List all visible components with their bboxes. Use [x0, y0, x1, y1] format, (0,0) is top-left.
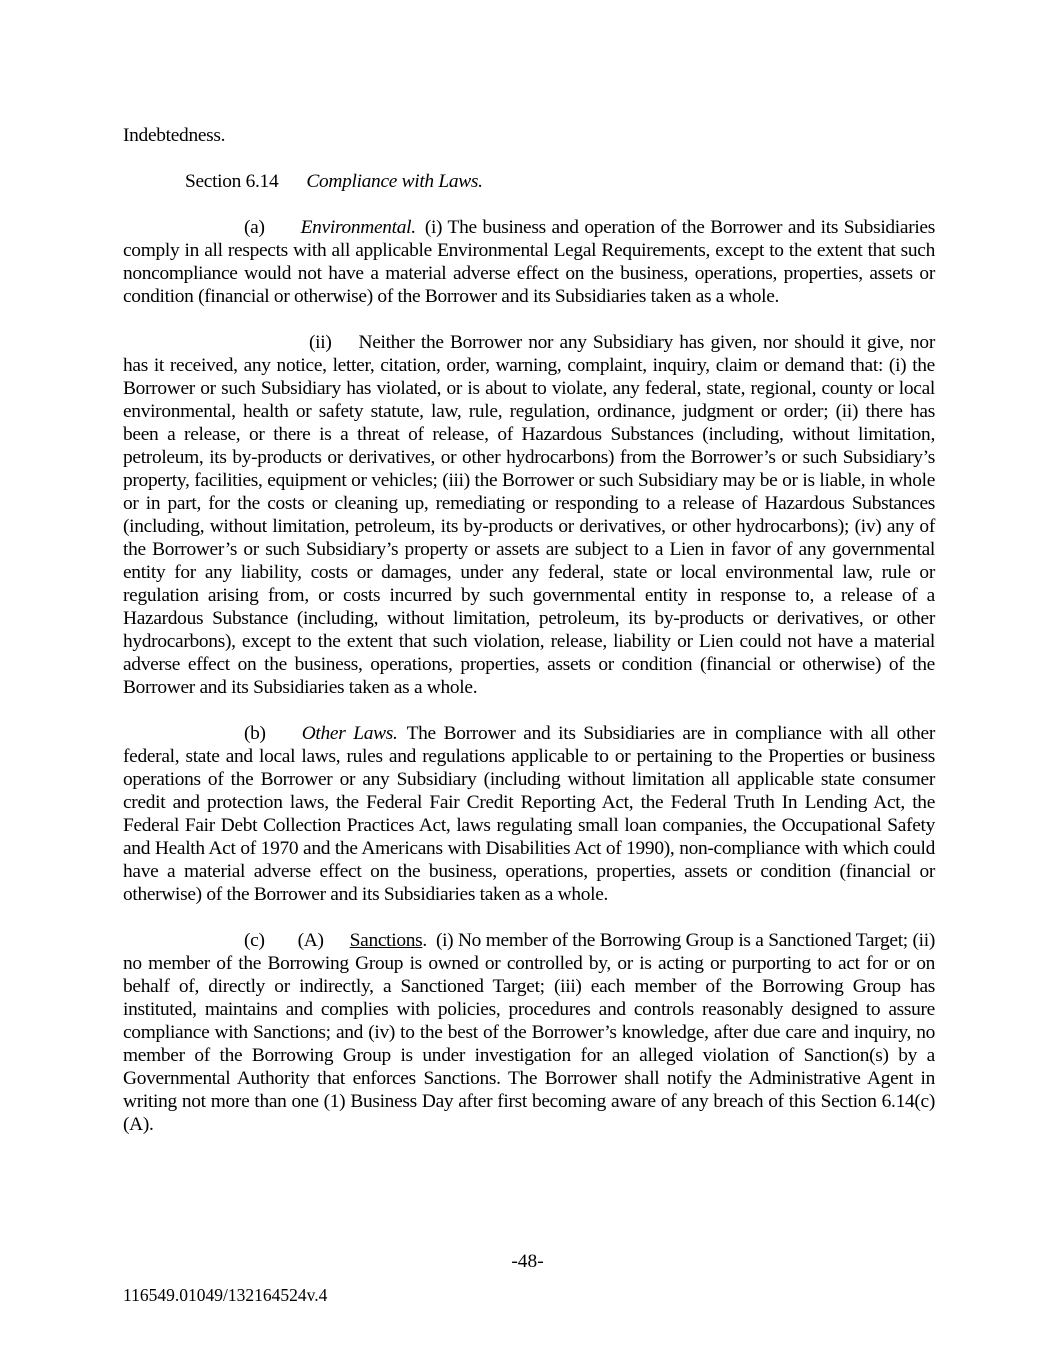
paragraph-a: [123, 216, 935, 308]
section-number: Section 6.14: [185, 171, 279, 192]
intro-fragment-text: Indebtedness.: [123, 125, 226, 146]
paragraph-c: [123, 929, 935, 1136]
paragraph-b-heading: Other Laws.: [301, 723, 398, 744]
paragraph-a-body: (i) The business and operation of the Borrower and its Subsidiaries comply in all respects with all applicable Environmental Legal Requirements, except to the extent that such noncompliance would not have a material adverse effect on the business, operations, properties, assets or condition (financial or otherwise) of the Borrower and its Subsidiaries taken as a whole.: [123, 217, 935, 307]
paragraph-c-label: (c): [244, 930, 265, 951]
paragraph-b: [123, 722, 935, 906]
paragraph-a-ii-label: (ii): [309, 332, 332, 353]
paragraph-b-body: The Borrower and its Subsidiaries are in compliance with all other federal, state and local laws, rules and regulations applicable to or pertaining to the Properties or business operations of the Borrower or any Subsidiary (including without limitation all applicable state consumer credit and protection laws, the Federal Fair Credit Reporting Act, the Federal Truth In Lending Act, the Federal Fair Debt Collection Practices Act, laws regulating small loan companies, the Occupational Safety and Health Act of 1970 and the Americans with Disabilities Act of 1990), non-compliance with which could have a material adverse effect on the business, operations, properties, assets or condition (financial or otherwise) of the Borrower and its Subsidiaries taken as a whole.: [123, 723, 936, 905]
section-heading: [123, 170, 935, 193]
paragraph-a-ii-body: Neither the Borrower nor any Subsidiary has given, nor should it give, nor has it received, any notice, letter, citation, order, warning, complaint, inquiry, claim or demand that: (i) the Borrower or such Subsidiary has violated, or is about to violate, any federal, state, regional, county or local environmental, health or safety statute, law, rule, regulation, ordinance, judgment or order; (ii) there has been a release, or there is a threat of release, of Hazardous Substances (including, without limitation, petroleum, its by-products or derivatives, or other hydrocarbons) from the Borrower’s or such Subsidiary’s property, facilities, equipment or vehicles; (iii) the Borrower or such Subsidiary may be or is liable, in whole or in part, for the costs or cleaning up, remediating or responding to a release of Hazardous Substances (including, without limitation, petroleum, its by-products or derivatives, or other hydrocarbons); (iv) any of the Borrower’s or such Subsidiary’s property or assets are subject to a Lien in favor of any governmental entity for any liability, costs or damages, under any federal, state or local environmental law, rule or regulation arising from, or costs incurred by such governmental entity in response to, a release of a Hazardous Substance (including, without limitation, petroleum, its by-products or derivatives, or other hydrocarbons), except to the extent that such violation, release, liability or Lien could not have a material adverse effect on the business, operations, properties, assets or condition (financial or otherwise) of the Borrower and its Subsidiaries taken as a whole.: [123, 332, 935, 698]
paragraph-a-label: (a): [244, 217, 265, 238]
document-content: [123, 124, 935, 1159]
paragraph-b-label: (b): [244, 723, 266, 744]
paragraph-a-heading: Environmental.: [300, 217, 416, 238]
paragraph-a-ii: [123, 331, 935, 699]
paragraph-c-body: (i) No member of the Borrowing Group is a Sanctioned Target; (ii) no member of the Borrowing Group is owned or controlled by, or is acting or purporting to act for or on behalf of, directly or indirectly, a Sanctioned Target; (iii) each member of the Borrowing Group has instituted, maintains and complies with policies, procedures and controls reasonably designed to assure compliance with Sanctions; and (iv) to the best of the Borrower’s knowledge, after due care and inquiry, no member of the Borrowing Group is under investigation for an alleged violation of Sanction(s) by a Governmental Authority that enforces Sanctions. The Borrower shall notify the Administrative Agent in writing not more than one (1) Business Day after first becoming aware of any breach of this Section 6.14(c)(A).: [123, 930, 935, 1135]
intro-fragment: [123, 124, 935, 147]
section-title: Compliance with Laws.: [306, 171, 483, 192]
page-number: -48-: [511, 1251, 544, 1272]
paragraph-c-sub-label: (A): [297, 930, 324, 951]
paragraph-c-heading-period: .: [422, 930, 427, 951]
document-id: 116549.01049/132164524v.4: [123, 1285, 328, 1305]
paragraph-c-heading: Sanctions: [349, 930, 423, 951]
